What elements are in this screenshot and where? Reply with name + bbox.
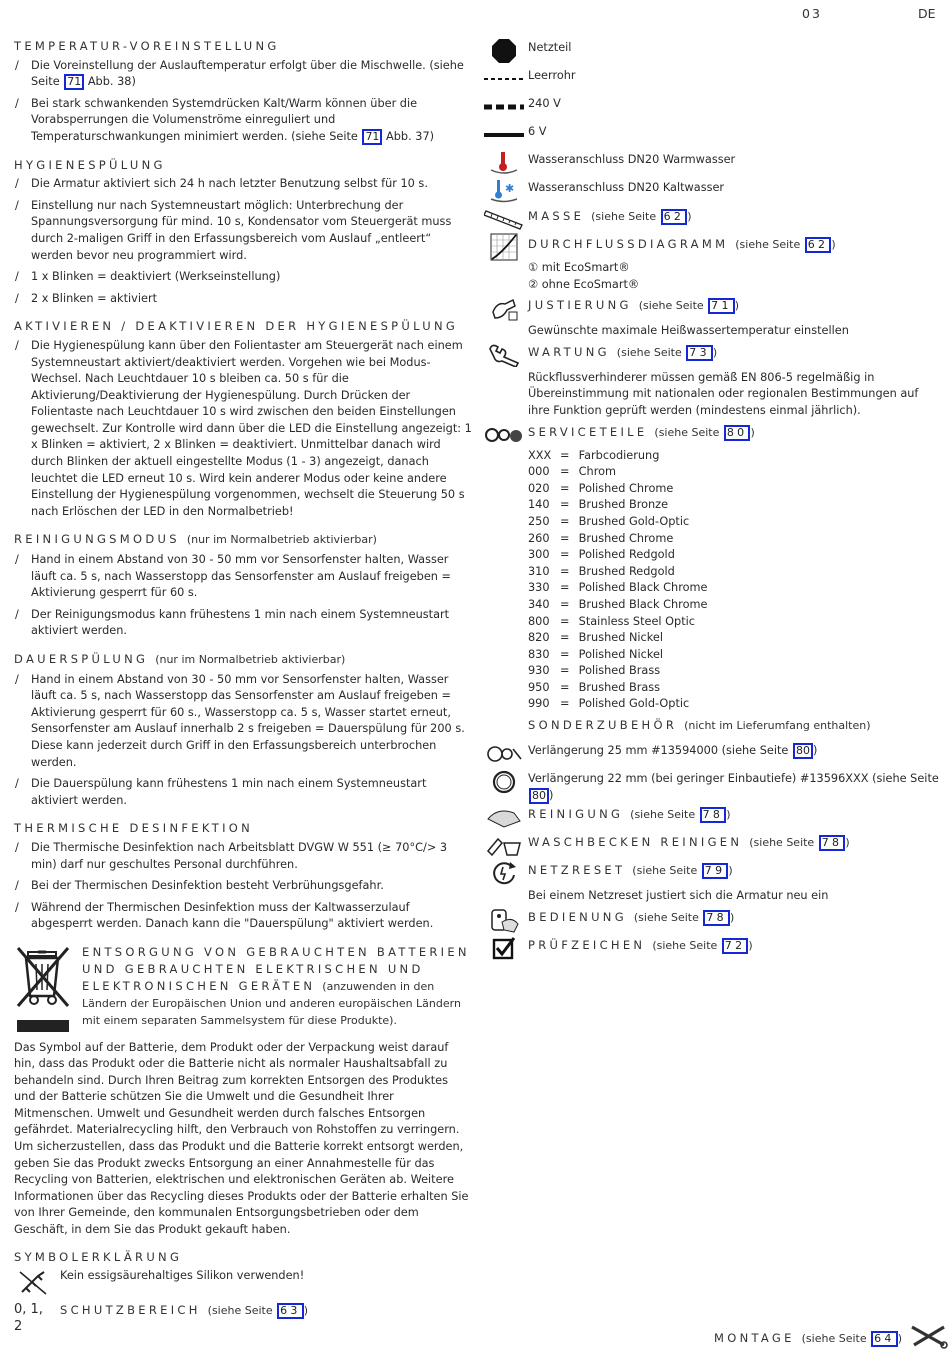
code-label: Polished Gold-Optic	[578, 697, 690, 711]
right-column	[480, 38, 942, 963]
reinigung-row	[480, 804, 942, 832]
ref-prefix: (siehe Seite	[638, 299, 708, 313]
heading-reinigung	[528, 804, 942, 824]
equals-sign: =	[560, 631, 577, 645]
code-number: 250	[528, 514, 550, 528]
legend-leerrohr	[480, 66, 942, 94]
ref-close: )	[712, 345, 718, 359]
section-dauerspuelung	[14, 651, 472, 809]
spare-parts-icon	[480, 422, 528, 448]
code-number: 020	[528, 481, 550, 495]
hand-sensor-icon	[480, 907, 528, 933]
list-item: / 1 x Blinken = deaktiviert (Werkseinstellung)	[14, 269, 472, 286]
silikon-text: Kein essigsäurehaltiges Silikon verwenden!	[60, 1269, 305, 1283]
ref-close: )	[831, 238, 836, 251]
code-number: 260	[528, 531, 550, 545]
heading-thermische-desinfektion: THERMISCHE DESINFEKTION	[14, 821, 254, 836]
octagon-icon	[480, 38, 528, 64]
equals-sign: =	[560, 597, 577, 611]
legend-text: 240 V	[528, 97, 561, 110]
text: Verlängerung 22 mm (bei geringer Einbautiefe) #13596XXX (siehe Seite	[528, 772, 939, 786]
wrench-icon	[480, 342, 528, 368]
durchfluss-legend-2: ② ohne EcoSmart®	[528, 277, 640, 291]
color-code-item	[528, 448, 942, 465]
heading-note: (anzuwenden in den Ländern der Europäischen Union und anderen europäischen Ländern mit einem separaten Sammelsystem für diese Produkte).	[82, 979, 461, 1027]
color-code-item	[528, 497, 942, 514]
heading-reinigungsmodus	[14, 531, 472, 549]
code-label: Polished Brass	[578, 664, 661, 678]
color-code-item	[528, 663, 942, 680]
heading-serviceteile	[528, 422, 942, 442]
heading-note: (nicht im Lieferumfang enthalten)	[684, 719, 871, 733]
code-label: Polished Nickel	[578, 647, 664, 661]
ref-close: )	[897, 1332, 902, 1345]
ref-prefix: (siehe Seite	[652, 938, 721, 952]
code-number: 950	[528, 680, 550, 694]
equals-sign: =	[560, 680, 577, 694]
heading-text: REINIGUNG	[528, 807, 624, 822]
equals-sign: =	[560, 548, 577, 562]
flow-diagram-icon	[480, 234, 528, 260]
ref-prefix: (siehe Seite	[749, 836, 818, 850]
list-item: / Während der Thermischen Desinfektion muss der Kaltwasserzulauf abgesperrt werden. Danach kann die "Dauerspülung" aktiviert werden.	[14, 900, 472, 933]
heading-text: MONTAGE	[714, 1331, 795, 1345]
basin-cleaning-icon	[480, 832, 528, 858]
color-code-item	[528, 580, 942, 597]
code-number: 820	[528, 631, 550, 645]
heading-netzreset	[528, 860, 942, 880]
ref-close: )	[734, 299, 740, 313]
page-ref-link[interactable]: 78	[819, 835, 846, 851]
heading-text: JUSTIERUNG	[528, 298, 632, 313]
ref-prefix: (siehe Seite	[591, 210, 660, 223]
page-ref-link[interactable]: 80	[724, 425, 751, 441]
heading-waschbecken	[528, 832, 942, 852]
solid-line-icon	[480, 122, 528, 148]
color-code-item	[528, 597, 942, 614]
ref-prefix: (siehe Seite	[801, 1332, 871, 1345]
heading-text: WASCHBECKEN REINIGEN	[528, 835, 743, 850]
page-ref-link[interactable]: 78	[703, 910, 730, 926]
equals-sign: =	[560, 647, 577, 661]
ref-close: )	[726, 808, 731, 822]
code-number: 340	[528, 597, 550, 611]
heading-sonderzubehoer	[528, 715, 942, 735]
page-ref-link[interactable]: 78	[700, 807, 727, 823]
ref-prefix: (siehe Seite	[616, 345, 686, 359]
page-ref-link[interactable]: 62	[661, 209, 688, 225]
left-column	[14, 38, 472, 1346]
legend-240v	[480, 94, 942, 122]
heading-note: (nur im Normalbetrieb aktivierbar)	[186, 533, 377, 547]
montage-footer	[714, 1323, 948, 1355]
heading-text: DURCHFLUSSDIAGRAMM	[528, 237, 729, 251]
zone-label: 0, 1, 2	[14, 1302, 43, 1334]
wartung-desc: Rückflussverhinderer müssen gemäß EN 806-5 regelmäßig in Übereinstimmung mit nationalen oder regionalen Bestimmungen auf ihre Funktion geprüft werden (mindestens einmal jährlich).	[528, 370, 919, 417]
code-number: 800	[528, 614, 550, 628]
equals-sign: =	[560, 614, 577, 628]
thick-dashed-line-icon	[480, 94, 528, 120]
serviceteile-row	[480, 422, 942, 448]
heading-text: BEDIENUNG	[528, 909, 627, 924]
code-number: 930	[528, 664, 550, 678]
legend-text: Wasseranschluss DN20 Warmwasser	[528, 153, 736, 166]
color-code-item	[528, 547, 942, 564]
heading-hygienespuelung: HYGIENESPÜLUNG	[14, 157, 166, 172]
heading-text: ENTSORGUNG VON GEBRAUCHTEN BATTERIEN UND GEBRAUCHTEN ELEKTRISCHEN UND ELEKTRONISCHEN GERÄTEN	[82, 944, 470, 993]
heading-text: SONDERZUBEHÖR	[528, 718, 678, 733]
code-label: Chrom	[578, 465, 617, 479]
code-number: 830	[528, 647, 550, 661]
section-reinigungsmodus	[14, 531, 472, 640]
text: Abb. 38)	[84, 75, 136, 89]
heading-temperatur: TEMPERATUR-VOREINSTELLUNG	[14, 39, 280, 53]
extension-icon	[480, 741, 528, 767]
equals-sign: =	[560, 448, 577, 462]
equals-sign: =	[560, 697, 577, 711]
equals-sign: =	[560, 664, 577, 678]
ref-prefix: (siehe Seite	[633, 910, 703, 924]
code-label: Brushed Brass	[578, 680, 661, 694]
netzreset-row	[480, 860, 942, 888]
section-entsorgung	[14, 944, 472, 1040]
crossed-bin-icon	[14, 944, 74, 1040]
code-number: 990	[528, 697, 550, 711]
ref-close: )	[845, 836, 850, 850]
ref-close: )	[729, 910, 735, 924]
ref-prefix: (siehe Seite	[630, 808, 699, 822]
legend-text: Netzteil	[528, 41, 572, 54]
equals-sign: =	[560, 498, 577, 512]
color-code-item	[528, 696, 942, 713]
heading-text: WARTUNG	[528, 344, 610, 359]
page-ref-link[interactable]: 80	[529, 788, 549, 804]
justierung-row	[480, 295, 942, 323]
color-code-list	[480, 448, 942, 714]
legend-text: 6 V	[528, 125, 547, 138]
color-code-item	[528, 464, 942, 481]
code-number: 330	[528, 581, 550, 595]
ref-close: )	[728, 864, 733, 878]
durchfluss-row	[480, 234, 942, 260]
page-ref-link[interactable]: 71	[708, 298, 735, 314]
code-label: Polished Black Chrome	[578, 581, 708, 595]
code-label: Brushed Redgold	[578, 564, 675, 578]
pruefzeichen-row	[480, 935, 942, 963]
ruler-icon	[480, 206, 528, 232]
list-item	[14, 96, 472, 146]
heading-text: SCHUTZBEREICH	[60, 1303, 201, 1318]
ring-icon	[480, 769, 528, 795]
code-label: Farbcodierung	[578, 448, 660, 462]
waschbecken-row	[480, 832, 942, 860]
color-code-item	[528, 680, 942, 697]
ref-prefix: (siehe Seite	[654, 425, 723, 439]
equals-sign: =	[560, 514, 577, 528]
section-temperatur	[14, 38, 472, 146]
heading-dauerspuelung	[14, 651, 472, 669]
heading-aktivieren: AKTIVIEREN / DEAKTIVIEREN DER HYGIENESPÜLUNG	[14, 319, 459, 334]
list-item: / 2 x Blinken = aktiviert	[14, 291, 472, 308]
page-ref-link[interactable]: 72	[722, 938, 749, 954]
cleaning-hand-icon	[480, 804, 528, 830]
color-code-item	[528, 481, 942, 498]
svg-text:✱: ✱	[505, 182, 515, 195]
page-ref-link[interactable]: 71	[362, 129, 382, 145]
heading-masse	[528, 206, 942, 226]
dashed-line-icon	[480, 66, 528, 92]
page-ref-link[interactable]: 64	[871, 1331, 898, 1347]
heading-text: DAUERSPÜLUNG	[14, 652, 149, 666]
list-item: / Die Armatur aktiviert sich 24 h nach letzter Benutzung selbst für 10 s.	[14, 176, 472, 193]
legend-text: Leerrohr	[528, 69, 576, 82]
code-number: 310	[528, 564, 550, 578]
color-code-item	[528, 614, 942, 631]
section-symbolerklaerung	[14, 1249, 472, 1336]
entsorgung-body: Das Symbol auf der Batterie, dem Produkt oder der Verpackung weist darauf hin, dass das Produkt oder die Batterie nicht als normaler Haushaltsabfall zu behandeln sind. Durch Ihren Beitrag zum korrekten Entsorgen des Produktes und der Batterie schützen Sie die Umwelt und die Gesundheit Ihrer Mitmenschen. Umwelt und Gesundheit werden durch falsches Entsorgen gefährdet. Materialrecycling hilft, den Verbrauch von Rohstoffen zu verringern. Um sicherzustellen, dass das Produkt und die Batterie korrekt entsorgt werden, geben Sie das Produkt zwecks Entsorgung an einer Annahmestelle für das Recycling von Batterien, elektrischen und elektronischen Geräten ab. Weitere Informationen über das Recycling dieses Produkts oder der Batterie erhalten Sie von Ihrer Gemeinde, den kommunalen Entsorgungsbetrieben oder dem Geschäft, in dem Sie das Produkt gekauft haben.	[14, 1040, 469, 1237]
list-item: / Der Reinigungsmodus kann frühestens 1 min nach einem Systemneustart aktiviert werden.	[14, 607, 472, 640]
hand-adjust-icon	[480, 295, 528, 321]
color-code-item	[528, 630, 942, 647]
silikon-row	[14, 1268, 472, 1296]
spacer-icon	[480, 715, 528, 741]
verlaengerung-22-text	[528, 769, 942, 804]
silicone-gun-icon	[14, 1268, 52, 1296]
heading-durchflussdiagramm	[528, 234, 942, 254]
list-item: / Die Thermische Desinfektion nach Arbeitsblatt DVGW W 551 (≥ 70°C/> 3 min) darf nur geschultes Personal durchführen.	[14, 840, 472, 873]
legend-text: Wasseranschluss DN20 Kaltwasser	[528, 181, 725, 194]
wartung-row	[480, 342, 942, 370]
code-label: Polished Chrome	[578, 481, 674, 495]
equals-sign: =	[560, 481, 577, 495]
heading-entsorgung	[82, 944, 472, 1029]
equals-sign: =	[560, 465, 577, 479]
schutzbereich-row	[14, 1302, 472, 1335]
text: Abb. 37)	[382, 129, 435, 143]
section-aktivieren	[14, 318, 472, 520]
ref-close: )	[812, 744, 818, 758]
ref-prefix: (siehe Seite	[207, 1304, 277, 1318]
heading-text: REINIGUNGSMODUS	[14, 532, 180, 547]
checkbox-icon	[480, 935, 528, 961]
heading-text: NETZRESET	[528, 863, 626, 878]
text: Die Voreinstellung der Auslauftemperatur erfolgt über die Mischwelle. (siehe Seite	[31, 58, 464, 89]
heading-wartung	[528, 342, 942, 362]
verlaengerung-25-row	[480, 741, 942, 769]
code-number: XXX	[528, 448, 552, 462]
heading-text: MASSE	[528, 209, 585, 223]
heading-bedienung	[528, 907, 942, 927]
heading-justierung	[528, 295, 942, 315]
legend-kaltwasser	[480, 178, 942, 206]
ref-prefix: (siehe Seite	[632, 864, 701, 878]
ref-close: )	[748, 938, 753, 952]
color-code-item	[528, 514, 942, 531]
cold-water-icon	[480, 178, 528, 204]
text: Bei stark schwankenden Systemdrücken Kalt/Warm können über die Vorabsperrungen die Volumenströme einreguliert und Temperaturschwankungen minimiert werden. (siehe Seite	[31, 96, 418, 143]
color-code-item	[528, 564, 942, 581]
code-number: 300	[528, 548, 550, 562]
verlaengerung-25-text	[528, 741, 942, 760]
heading-text: SERVICETEILE	[528, 424, 648, 439]
equals-sign: =	[560, 581, 577, 595]
ref-close: )	[549, 788, 554, 802]
heading-montage	[714, 1330, 902, 1348]
ref-close: )	[303, 1304, 309, 1318]
heading-text: PRÜFZEICHEN	[528, 937, 646, 952]
sonderzubehoer-row	[480, 715, 942, 741]
ref-close: )	[750, 425, 755, 439]
bedienung-row	[480, 907, 942, 935]
list-item: / Einstellung nur nach Systemneustart möglich: Unterbrechung der Spannungsversorgung für mind. 10 s, Kondensator vom Steuergerät muss durch 2-maligen Griff in den Erfassungsbereich vom Auslauf „entleert“ werden bevor neu programmiert wird.	[14, 198, 472, 264]
equals-sign: =	[560, 531, 577, 545]
page-ref-link[interactable]: 79	[702, 863, 729, 879]
verlaengerung-22-row	[480, 769, 942, 804]
equals-sign: =	[560, 564, 577, 578]
list-item: / Die Dauerspülung kann frühestens 1 min nach einem Systemneustart aktiviert werden.	[14, 776, 472, 809]
page-number: 03	[802, 6, 822, 21]
page-ref-link[interactable]: 80	[793, 743, 813, 759]
heading-symbolerklaerung: SYMBOLERKLÄRUNG	[14, 1249, 183, 1264]
color-code-item	[528, 531, 942, 548]
legend-6v	[480, 122, 942, 150]
code-label: Brushed Bronze	[578, 498, 669, 512]
list-item: / Hand in einem Abstand von 30 - 50 mm vor Sensorfenster halten, Wasser läuft ca. 5 s, nach Wasserstopp das Sensorfenster am Auslauf freigeben = Aktivierung gesperrt für 60 s., Wasserstopp ca. 5 s, Wasser startet erneut, Sensorfenster am Auslauf innerhalb 2 s freigeben = Dauerspülung für 200 s. Diese kann jederzeit durch Griff in den Erfassungsbereich unterbrochen werden.	[14, 672, 472, 772]
ref-prefix: (siehe Seite	[735, 238, 804, 251]
netzreset-desc: Bei einem Netzreset justiert sich die Armatur neu ein	[528, 889, 829, 903]
hot-water-icon	[480, 150, 528, 176]
section-hygienespuelung	[14, 157, 472, 308]
page-ref-link[interactable]: 71	[64, 74, 84, 90]
legend-warmwasser	[480, 150, 942, 178]
code-label: Brushed Chrome	[578, 531, 674, 545]
legend-netzteil	[480, 38, 942, 66]
justierung-desc: Gewünschte maximale Heißwassertemperatur einstellen	[528, 324, 849, 338]
reset-icon	[480, 860, 528, 886]
section-thermische-desinfektion	[14, 820, 472, 933]
heading-schutzbereich	[60, 1302, 308, 1320]
color-code-item	[528, 647, 942, 664]
list-item: / Hand in einem Abstand von 30 - 50 mm vor Sensorfenster halten, Wasser läuft ca. 5 s, nach Wasserstopp das Sensorfenster am Auslauf freigeben = Aktivierung gesperrt für 60 s.	[14, 552, 472, 602]
language-code: DE	[918, 6, 936, 21]
code-number: 000	[528, 465, 550, 479]
page-ref-link[interactable]: 73	[686, 345, 713, 361]
page-ref-link[interactable]: 62	[805, 237, 832, 253]
code-label: Brushed Nickel	[578, 631, 663, 645]
text: Verlängerung 25 mm #13594000 (siehe Seite	[528, 744, 792, 758]
list-item: / Bei der Thermischen Desinfektion besteht Verbrühungsgefahr.	[14, 878, 472, 895]
heading-note: (nur im Normalbetrieb aktivierbar)	[155, 653, 346, 666]
heading-pruefzeichen	[528, 935, 942, 955]
code-label: Brushed Black Chrome	[578, 597, 708, 611]
list-item: / Die Hygienespülung kann über den Folientaster am Steuergerät nach einem Systemneustart aktiviert/deaktiviert werden. Vorgehen wie bei Modus-Wechsel. Nach Leuchtdauer 10 s bleiben ca. 50 s für die Aktivierung/Deaktivierung der Hygienespülung. Durch Drücken der Folientaste nach Leuchtdauer 10 s wird zwischen den beiden Einstellungen gewechselt. Zur Kontrolle wird dann über die LED die Einstellung angezeigt: 1 x Blinken = aktiviert, 2 x Blinken = deaktiviert. Unmittelbar danach wird durch Blinken der aktuell eingestellte Modus (1 - 3) angezeigt, danach leuchtet die LED erneut 10 s. Wird kein anderer Modus oder keine andere Einstellung der Hygienespülung vorgenommen, wechselt die Steuerung 50 s nach Erlöschen der LED in den Normalbetrieb!	[14, 338, 472, 521]
tools-icon	[910, 1323, 948, 1355]
durchfluss-legend-1: ① mit EcoSmart®	[528, 261, 630, 274]
page-ref-link[interactable]: 63	[277, 1303, 304, 1319]
masse-row	[480, 206, 942, 234]
code-label: Brushed Gold-Optic	[578, 514, 690, 528]
code-label: Stainless Steel Optic	[578, 614, 696, 628]
code-number: 140	[528, 498, 550, 512]
code-label: Polished Redgold	[578, 548, 675, 562]
ref-close: )	[687, 210, 692, 223]
list-item	[14, 58, 472, 91]
